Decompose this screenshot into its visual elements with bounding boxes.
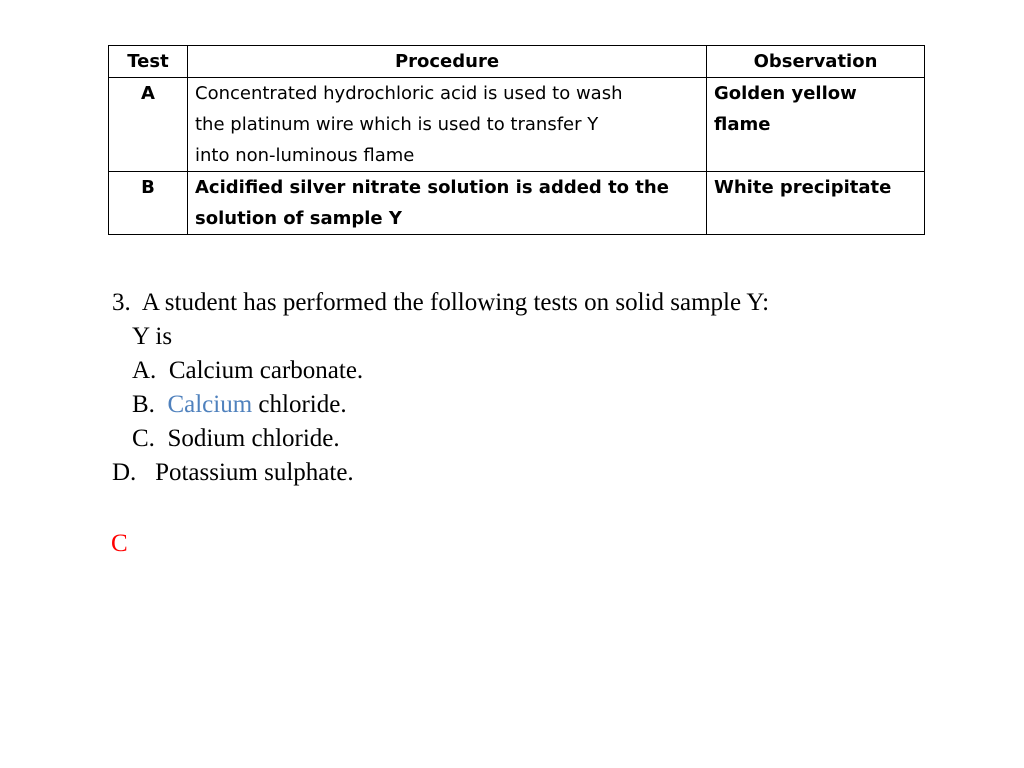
header-procedure: Procedure — [188, 46, 707, 78]
procedure-cell — [188, 78, 707, 172]
observation-line: White precipitate — [714, 177, 892, 198]
header-test: Test — [109, 46, 188, 78]
table-header-row — [109, 46, 925, 78]
option-d — [112, 456, 972, 490]
observation-cell — [707, 172, 925, 235]
option-text: chloride. — [258, 391, 347, 418]
test-id-cell: B — [109, 172, 188, 235]
answer-text: C — [111, 530, 128, 557]
header-observation: Observation — [707, 46, 925, 78]
table-row — [109, 78, 925, 172]
question-block — [112, 286, 972, 490]
option-text: Calcium carbonate. — [168, 357, 364, 384]
table-row — [109, 172, 925, 235]
procedure-line: Acidified silver nitrate solution is added to the — [195, 177, 669, 198]
procedure-line: the platinum wire which is used to transfer Y — [195, 114, 599, 135]
procedure-line: solution of sample Y — [195, 208, 402, 229]
procedure-line: Concentrated hydrochloric acid is used to wash — [195, 83, 623, 104]
observation-line: flame — [714, 114, 771, 135]
option-label: A. — [132, 357, 157, 384]
option-b — [112, 388, 972, 422]
procedure-cell — [188, 172, 707, 235]
question-stem: 3. A student has performed the following tests on solid sample Y: — [112, 289, 770, 316]
option-label: C. — [132, 425, 155, 452]
test-id-cell: A — [109, 78, 188, 172]
tests-table — [108, 45, 925, 235]
option-label: B. — [132, 391, 155, 418]
option-text: Sodium chloride. — [167, 425, 340, 452]
option-label: D. — [112, 459, 137, 486]
option-a — [112, 354, 972, 388]
observation-cell — [707, 78, 925, 172]
option-highlight: Calcium — [167, 391, 253, 418]
question-prompt: Y is — [132, 323, 173, 350]
option-text: Potassium sulphate. — [155, 459, 354, 486]
option-c — [112, 422, 972, 456]
observation-line: Golden yellow — [714, 83, 857, 104]
procedure-line: into non-luminous flame — [195, 145, 415, 166]
